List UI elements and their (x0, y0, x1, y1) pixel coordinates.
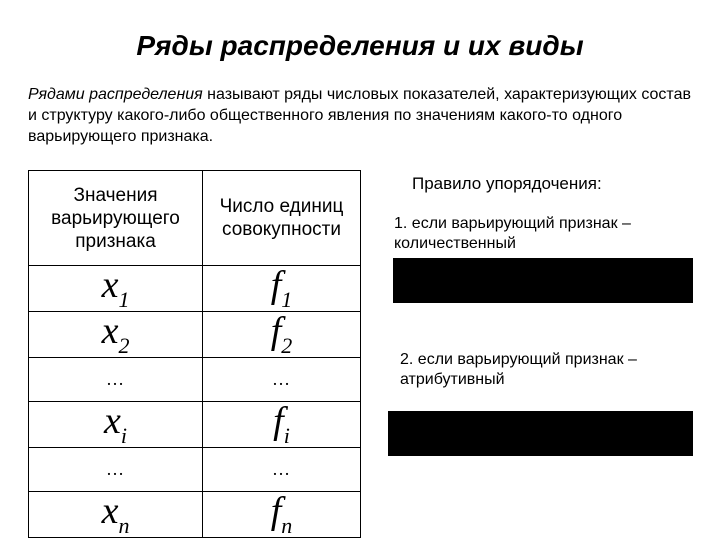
intro-term: Рядами распределения (28, 86, 203, 103)
value-cell (29, 266, 203, 312)
frequency-symbol: $f_2$ (270, 310, 293, 358)
frequency-symbol: $f_n$ (270, 490, 293, 538)
rule-attributive: 2. если варьирующий признак – атрибутивный (400, 351, 637, 388)
table-header-row (29, 171, 361, 266)
frequency-symbol: $f_i$ (273, 400, 290, 448)
header-frequency: Число единиц совокупности (203, 171, 361, 266)
table-row (29, 266, 361, 312)
value-symbol: $x_1$ (101, 264, 130, 312)
frequency-cell (203, 358, 361, 402)
value-symbol: $x_i$ (104, 400, 127, 448)
table-row (29, 312, 361, 358)
intro-definition: называют ряды числовых показателей, характеризующих состав и структуру какого-либо общественного явления по значениям какого-то одного варьирующего признака. (28, 86, 691, 145)
ellipsis: … (272, 369, 291, 389)
hidden-answer-box-quantitative (393, 258, 693, 303)
value-cell (29, 358, 203, 402)
frequency-symbol: $f_1$ (270, 264, 293, 312)
frequency-cell (203, 402, 361, 448)
value-cell (29, 402, 203, 448)
table-row (29, 402, 361, 448)
table-row (29, 492, 361, 538)
value-symbol: $x_n$ (101, 490, 130, 538)
value-cell (29, 312, 203, 358)
rule-quantitative: 1. если варьирующий признак – количественный (394, 215, 631, 252)
intro-paragraph (28, 84, 698, 147)
ordering-rule-title: Правило упорядочения: (412, 174, 602, 193)
frequency-cell (203, 448, 361, 492)
frequency-cell (203, 266, 361, 312)
page-title: Ряды распределения и их виды (136, 30, 584, 61)
table-row (29, 358, 361, 402)
table-row (29, 448, 361, 492)
header-values: Значения варьирующего признака (29, 171, 203, 266)
ellipsis: … (272, 459, 291, 479)
hidden-answer-box-attributive (388, 411, 693, 456)
frequency-cell (203, 492, 361, 538)
distribution-table (28, 170, 361, 538)
ellipsis: … (106, 369, 125, 389)
value-cell (29, 492, 203, 538)
value-cell (29, 448, 203, 492)
ellipsis: … (106, 459, 125, 479)
value-symbol: $x_2$ (101, 310, 130, 358)
frequency-cell (203, 312, 361, 358)
